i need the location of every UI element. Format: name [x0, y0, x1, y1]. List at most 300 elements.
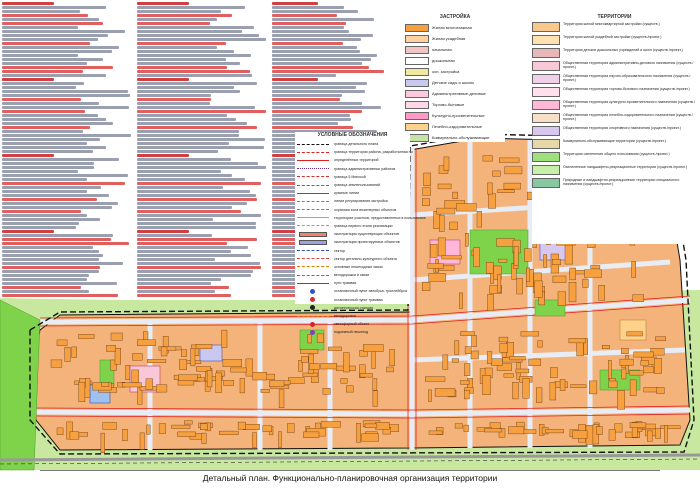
building-block — [591, 265, 600, 268]
building-block — [538, 341, 543, 347]
legend-symbol — [295, 142, 331, 147]
note-line — [137, 38, 266, 41]
legend-label: Природные и ландшафтно-рекреационные территории специального назначения (существ./проект.) — [563, 178, 680, 187]
building-block — [620, 359, 634, 365]
note-line — [137, 30, 242, 33]
note-line — [2, 66, 113, 69]
building-block — [464, 390, 469, 399]
legend-label: Лечебно-оздоровительные — [432, 124, 482, 129]
legend-symbol — [295, 174, 331, 179]
building-block — [632, 261, 636, 277]
symbol-legend-item — [295, 279, 410, 287]
building-block — [279, 432, 282, 448]
building-block — [222, 330, 228, 348]
building-block — [423, 188, 431, 196]
legend-label: граница детального плана — [334, 142, 379, 147]
legend-symbol — [295, 314, 331, 319]
territory-legend-item — [532, 100, 697, 110]
building-block — [146, 379, 153, 390]
building-block — [147, 359, 166, 362]
legend-swatch — [405, 24, 429, 32]
note-line — [137, 90, 240, 93]
note-line — [2, 274, 89, 277]
note-line — [2, 130, 83, 133]
legend-symbol — [295, 215, 331, 220]
building-block — [565, 245, 573, 265]
note-line — [272, 22, 346, 25]
legend-label: граница землепользований — [334, 183, 380, 188]
building-block — [472, 336, 477, 347]
note-line — [2, 254, 103, 257]
building-block — [633, 295, 644, 302]
legend-swatch — [405, 79, 429, 87]
legend-label: охранная зона инженерных объектов — [334, 207, 397, 212]
building-block — [524, 249, 531, 262]
symbol-legend-item — [295, 246, 410, 254]
building-block — [429, 274, 446, 282]
building-block — [641, 361, 649, 366]
note-line — [137, 146, 264, 149]
building-block — [161, 347, 167, 356]
building-block — [115, 348, 121, 364]
building-block — [630, 371, 644, 375]
note-line — [2, 34, 108, 37]
legend-symbol — [295, 199, 331, 204]
note-line — [272, 110, 362, 113]
legend-label: Территория жилой усадебной застройки (существ./проект.) — [563, 35, 662, 39]
note-line — [137, 170, 221, 173]
map-caption: Детальный план. Функционально-планировочная организация территории — [202, 473, 498, 483]
note-line — [272, 114, 350, 117]
building-block — [137, 340, 155, 346]
building-legend-item — [405, 99, 505, 110]
legend-swatch — [532, 48, 560, 58]
note-line — [137, 106, 255, 109]
legend-label: Общественная территория научно-образовательного назначения (существ./проект.) — [563, 74, 691, 83]
note-line — [137, 222, 256, 225]
building-block — [455, 341, 459, 355]
note-line — [137, 134, 239, 137]
building-block — [526, 268, 530, 282]
building-block — [343, 353, 349, 372]
note-line — [2, 126, 90, 129]
territory-legend-title: ТЕРРИТОРИИ — [597, 14, 632, 20]
building-block — [523, 379, 530, 399]
legend-label: территории участков, предоставленных в пользование — [334, 215, 426, 220]
note-line — [2, 62, 87, 65]
building-block — [279, 390, 284, 408]
building-block — [544, 255, 547, 268]
note-line — [272, 54, 377, 57]
note-line — [137, 242, 227, 245]
building-block — [498, 190, 515, 193]
legend-symbol — [295, 281, 331, 286]
building-block — [461, 332, 475, 336]
note-line — [2, 242, 129, 245]
note-line — [2, 146, 106, 149]
building-block — [535, 281, 543, 298]
building-block — [498, 259, 507, 262]
note-line — [2, 22, 103, 25]
note-line — [137, 82, 257, 85]
note-line — [2, 166, 94, 169]
legend-label: светофорный объект — [334, 322, 370, 327]
note-line — [137, 94, 211, 97]
note-line — [272, 34, 373, 37]
building-block — [341, 378, 348, 383]
building-block — [498, 274, 501, 293]
building-block — [216, 373, 222, 393]
note-line — [137, 190, 250, 193]
note-line — [272, 98, 340, 101]
legend-label: Жилая многоэтажная — [432, 25, 472, 30]
building-block — [103, 422, 117, 429]
symbol-legend-item — [295, 230, 410, 238]
legend-label: Территория жилой многоквартирной застройки (существ.) — [563, 22, 660, 26]
note-line — [137, 2, 189, 5]
note-line — [137, 138, 265, 141]
note-line — [2, 98, 81, 101]
building-block — [346, 386, 353, 392]
note-line — [2, 162, 94, 165]
note-line — [137, 78, 189, 81]
territory-legend-item — [532, 74, 697, 84]
building-block — [321, 363, 337, 369]
note-line — [137, 278, 221, 281]
note-line — [2, 30, 125, 33]
building-block — [172, 425, 191, 429]
symbol-legend-item — [295, 206, 410, 214]
note-line — [2, 250, 99, 253]
note-line — [137, 270, 253, 273]
building-block — [363, 344, 383, 351]
symbol-legend-item — [295, 238, 410, 246]
note-line — [137, 238, 257, 241]
building-block — [661, 426, 681, 429]
note-line — [2, 50, 112, 53]
building-block — [191, 348, 195, 366]
note-line — [137, 98, 211, 101]
legend-label: Общественная территория культурно-просветительного назначения (существ./проект.) — [563, 100, 695, 109]
legend-swatch — [405, 68, 429, 76]
note-line — [137, 102, 210, 105]
building-block — [452, 359, 459, 362]
building-block — [122, 429, 127, 441]
note-line — [272, 106, 381, 109]
note-line — [272, 46, 357, 49]
note-line — [137, 246, 248, 249]
note-line — [137, 62, 240, 65]
legend-label: граница территории района, разработанная по — [334, 150, 413, 155]
notes-column-1 — [2, 2, 132, 302]
note-line — [2, 70, 83, 73]
building-block — [599, 285, 605, 300]
building-block — [456, 204, 476, 212]
building-block — [181, 350, 187, 357]
building-block — [438, 238, 445, 256]
symbol-legend-item — [295, 320, 410, 328]
legend-symbol — [295, 289, 331, 294]
note-line — [2, 26, 78, 29]
note-line — [137, 174, 232, 177]
building-block — [550, 368, 557, 378]
note-line — [137, 186, 223, 189]
legend-swatch — [405, 57, 429, 65]
building-block — [132, 353, 142, 360]
building-block — [202, 433, 207, 444]
building-block — [615, 424, 622, 432]
note-line — [2, 182, 125, 185]
note-line — [2, 278, 87, 281]
building-block — [196, 344, 212, 349]
building-block — [484, 429, 502, 432]
legend-swatch — [532, 178, 560, 188]
building-block — [428, 264, 444, 269]
legend-swatch — [532, 61, 560, 71]
note-line — [137, 266, 261, 269]
note-line — [137, 178, 245, 181]
building-block — [300, 349, 318, 353]
territory-legend-item — [532, 126, 697, 136]
note-line — [272, 122, 338, 125]
note-line — [137, 226, 256, 229]
legend-symbol — [295, 330, 331, 335]
legend-label: сектор — [334, 248, 346, 253]
note-line — [2, 194, 109, 197]
building-block — [238, 422, 246, 429]
note-line — [272, 94, 342, 97]
symbol-legend-item — [295, 156, 410, 164]
legend-symbol — [295, 264, 331, 269]
legend-label: Территории озеленения общего пользования (существ./проект.) — [563, 152, 670, 156]
building-block — [621, 348, 628, 353]
legend-symbol — [295, 207, 331, 212]
symbol-legend-item — [295, 255, 410, 263]
building-block — [630, 380, 636, 396]
building-block — [261, 389, 270, 392]
note-line — [137, 262, 260, 265]
note-line — [2, 294, 118, 297]
note-line — [137, 130, 239, 133]
building-block — [585, 270, 602, 278]
building-block — [486, 262, 493, 273]
territory-legend-item — [532, 61, 697, 71]
building-block — [65, 347, 70, 361]
note-line — [2, 82, 84, 85]
building-block — [488, 194, 495, 209]
note-line — [272, 62, 362, 65]
building-block — [240, 378, 245, 393]
symbol-legend-item — [295, 287, 410, 295]
building-block — [560, 379, 565, 390]
note-line — [137, 150, 218, 153]
note-line — [137, 122, 247, 125]
building-block — [558, 292, 566, 306]
building-block — [550, 383, 556, 401]
note-line — [272, 58, 371, 61]
building-block — [437, 208, 455, 214]
note-line — [137, 286, 229, 289]
note-line — [2, 94, 130, 97]
building-block — [179, 360, 187, 370]
legend-swatch — [532, 113, 560, 123]
building-block — [490, 423, 501, 429]
note-line — [2, 262, 123, 265]
note-line — [272, 38, 361, 41]
note-line — [2, 178, 87, 181]
building-block — [453, 192, 458, 199]
legend-swatch — [532, 35, 560, 45]
note-line — [137, 158, 231, 161]
building-block — [609, 430, 615, 441]
building-block — [459, 293, 463, 309]
building-block — [513, 382, 519, 399]
note-line — [2, 142, 87, 145]
legend-label: Административные-деловые — [432, 91, 486, 96]
note-line — [2, 198, 97, 201]
note-line — [272, 10, 358, 13]
building-block — [224, 380, 234, 385]
note-line — [137, 250, 231, 253]
building-block — [487, 352, 492, 364]
building-block — [365, 424, 377, 428]
legend-symbol — [295, 305, 331, 310]
note-line — [2, 102, 99, 105]
building-block — [79, 334, 94, 338]
legend-label: пути трамвая — [334, 281, 357, 286]
legend-label: эксплуатация существующих объектов — [334, 232, 399, 237]
territory-legend-item — [532, 139, 697, 149]
note-line — [2, 158, 119, 161]
note-line — [137, 6, 245, 9]
note-line — [137, 18, 217, 21]
note-line — [2, 46, 119, 49]
legend-label: Культурно-просветительные — [432, 113, 485, 118]
note-line — [2, 74, 106, 77]
building-block — [178, 432, 196, 437]
building-block — [147, 425, 151, 434]
note-line — [2, 210, 81, 213]
building-block — [488, 294, 494, 310]
note-line — [137, 42, 226, 45]
building-legend-item — [405, 33, 505, 44]
symbol-legend-item — [295, 312, 410, 320]
building-legend — [405, 14, 505, 142]
building-block — [491, 359, 502, 366]
building-block — [223, 359, 242, 366]
note-line — [137, 66, 227, 69]
legend-label: диспетчерская станция — [334, 305, 374, 310]
legend-swatch — [405, 35, 429, 43]
note-line — [272, 118, 351, 121]
legend-swatch — [405, 90, 429, 98]
note-line — [2, 90, 128, 93]
building-block — [362, 434, 379, 442]
note-line — [272, 2, 318, 5]
building-block — [552, 259, 561, 265]
building-block — [664, 425, 667, 442]
building-block — [499, 158, 519, 163]
building-block — [643, 367, 653, 373]
note-line — [137, 26, 254, 29]
legend-swatch — [405, 46, 429, 54]
building-block — [143, 332, 148, 341]
note-line — [137, 126, 257, 129]
building-block — [179, 375, 198, 381]
building-block — [140, 433, 144, 450]
building-block — [577, 341, 584, 356]
legend-label: остановочный пункт автобуса, троллейбуса — [334, 289, 407, 294]
legend-label: граница административных районов — [334, 166, 396, 171]
legend-swatch — [405, 123, 429, 131]
building-block — [269, 381, 284, 387]
legend-symbol — [295, 150, 331, 155]
note-line — [137, 50, 234, 53]
note-line — [2, 118, 106, 121]
symbol-legend-item — [295, 148, 413, 156]
building-block — [390, 349, 395, 365]
building-block — [488, 183, 493, 194]
building-block — [553, 276, 566, 283]
building-block — [602, 345, 609, 349]
legend-swatch — [532, 87, 560, 97]
building-block — [444, 157, 449, 171]
note-line — [137, 58, 226, 61]
building-block — [483, 375, 491, 395]
building-block — [111, 333, 122, 340]
building-legend-item — [405, 44, 505, 55]
legend-symbol — [295, 183, 331, 188]
building-block — [455, 424, 463, 428]
symbol-legend-item — [295, 165, 410, 173]
symbol-legend-item — [295, 173, 410, 181]
note-line — [137, 142, 229, 145]
building-block — [464, 425, 469, 432]
note-line — [137, 258, 215, 261]
note-line — [272, 50, 360, 53]
symbol-legend-item — [295, 181, 410, 189]
symbol-legend-item — [295, 197, 410, 205]
note-line — [2, 38, 98, 41]
legend-label: начальная — [432, 47, 452, 52]
note-line — [2, 246, 93, 249]
building-block — [630, 423, 646, 428]
building-block — [288, 378, 304, 384]
building-block — [657, 388, 664, 394]
note-line — [2, 150, 93, 153]
building-block — [263, 426, 272, 432]
note-line — [137, 162, 258, 165]
building-block — [425, 377, 445, 382]
note-line — [2, 282, 117, 285]
territory-legend-item — [532, 48, 697, 58]
building-block — [288, 424, 295, 433]
building-block — [422, 282, 430, 290]
note-line — [2, 270, 99, 273]
building-block — [622, 369, 626, 379]
building-block — [321, 422, 341, 428]
legend-symbol — [295, 322, 331, 327]
building-block — [424, 173, 431, 186]
building-block — [504, 374, 514, 378]
legend-label: Общественная территория административно-делового назначения (существ./проект.) — [563, 61, 694, 70]
building-block — [70, 432, 79, 440]
legend-symbol — [295, 158, 331, 163]
note-line — [137, 290, 215, 293]
legend-swatch — [532, 139, 560, 149]
building-block — [309, 364, 319, 370]
legend-swatch — [532, 74, 560, 84]
